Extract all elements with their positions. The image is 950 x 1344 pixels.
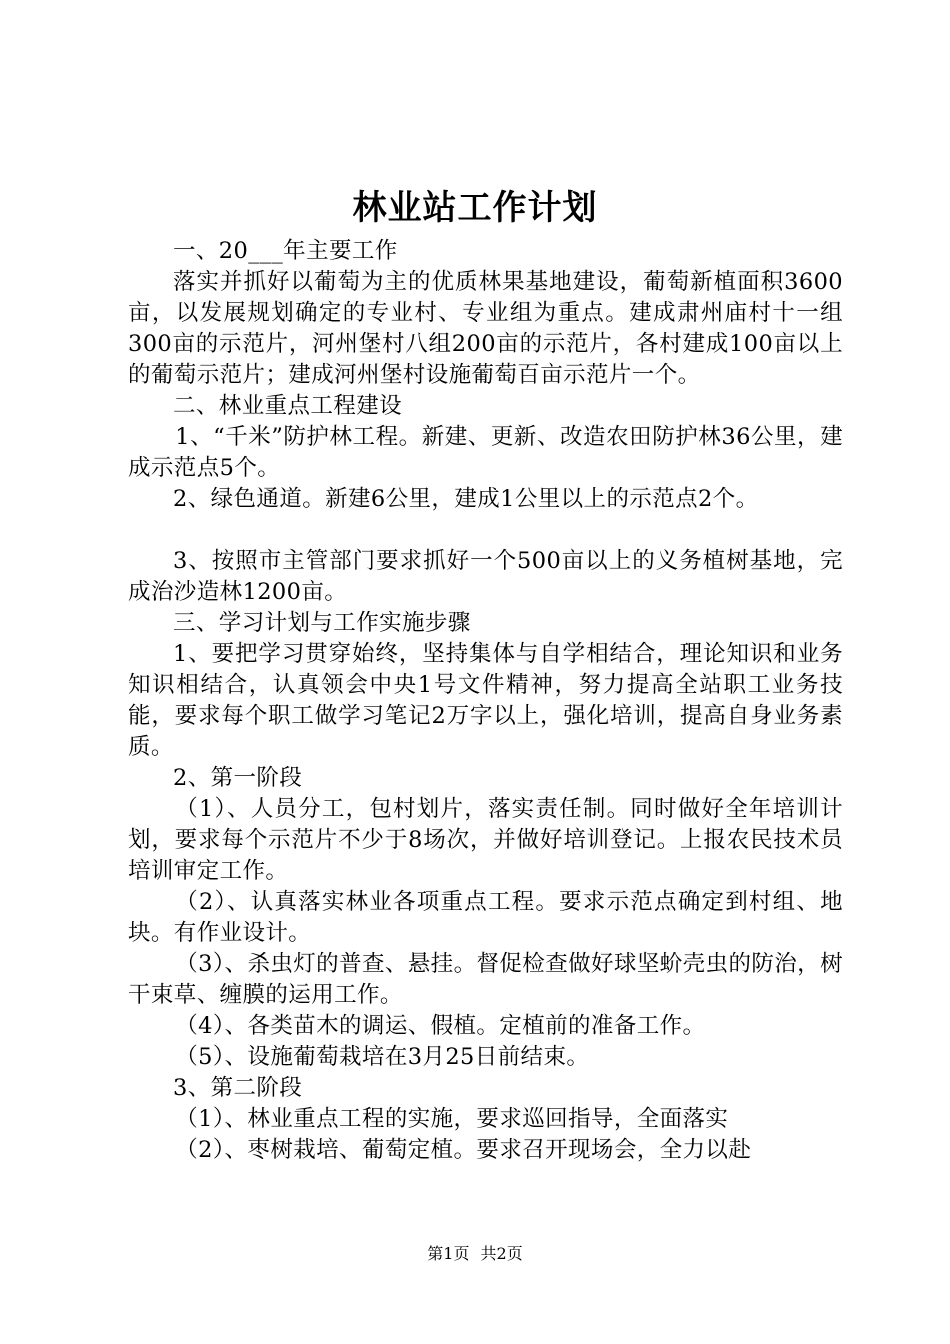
section-heading-study-plan: 三、学习计划与工作实施步骤: [173, 610, 471, 636]
document-body: [128, 236, 843, 1166]
subheading-phase-one: 2、第一阶段: [173, 765, 303, 791]
paragraph-study: 1、要把学习贯穿始终，坚持集体与自学相结合，理论知识和业务知识相结合，认真领会中央1号文件精神，努力提高全站职工业务技能，要求每个职工做学习笔记2万字以上，强化培训，提高自身业务素质。: [128, 641, 843, 760]
list-item-phase-one-4: （4）、各类苗木的调运、假植。定植前的准备工作。: [175, 1013, 706, 1039]
list-item-phase-one-5: （5）、设施葡萄栽培在3月25日前结束。: [175, 1044, 590, 1070]
paragraph-gap: [128, 515, 843, 546]
list-item-phase-one-3: （3）、杀虫灯的普查、悬挂。督促检查做好球坚蚧壳虫的防治，树干束草、缠膜的运用工作。: [128, 951, 843, 1008]
subheading-phase-two: 3、第二阶段: [173, 1075, 303, 1101]
paragraph-tree-planting-base: 3、按照市主管部门要求抓好一个500亩以上的义务植树基地，完成治沙造林1200亩。: [128, 548, 843, 605]
list-item-phase-two-1: （1）、林业重点工程的实施，要求巡回指导，全面落实: [175, 1106, 729, 1132]
document-title: 林业站工作计划: [352, 188, 598, 228]
paragraph-shelterbelt: 1、“千米”防护林工程。新建、更新、改造农田防护林36公里，建成示范点5个。: [128, 424, 843, 481]
page-number-footer: 第1页 共2页: [427, 1244, 523, 1263]
list-item-phase-one-1: （1）、人员分工，包村划片，落实责任制。同时做好全年培训计划，要求每个示范片不少于8场次，并做好培训登记。上报农民技术员培训审定工作。: [128, 796, 843, 884]
section-heading-key-projects: 二、林业重点工程建设: [173, 393, 403, 419]
section-heading-main-work: 一、20___年主要工作: [173, 238, 398, 264]
paragraph-fruit-base: 落实并抓好以葡萄为主的优质林果基地建设，葡萄新植面积3600亩，以发展规划确定的专业村、专业组为重点。建成肃州庙村十一组300亩的示范片，河州堡村八组200亩的示范片，各村建成100亩以上的葡萄示范片；建成河州堡村设施葡萄百亩示范片一个。: [128, 269, 843, 388]
paragraph-green-corridor: 2、绿色通道。新建6公里，建成1公里以上的示范点2个。: [173, 486, 759, 512]
list-item-phase-two-2: （2）、枣树栽培、葡萄定植。要求召开现场会，全力以赴: [175, 1137, 752, 1163]
list-item-phase-one-2: （2）、认真落实林业各项重点工程。要求示范点确定到村组、地块。有作业设计。: [128, 889, 843, 946]
